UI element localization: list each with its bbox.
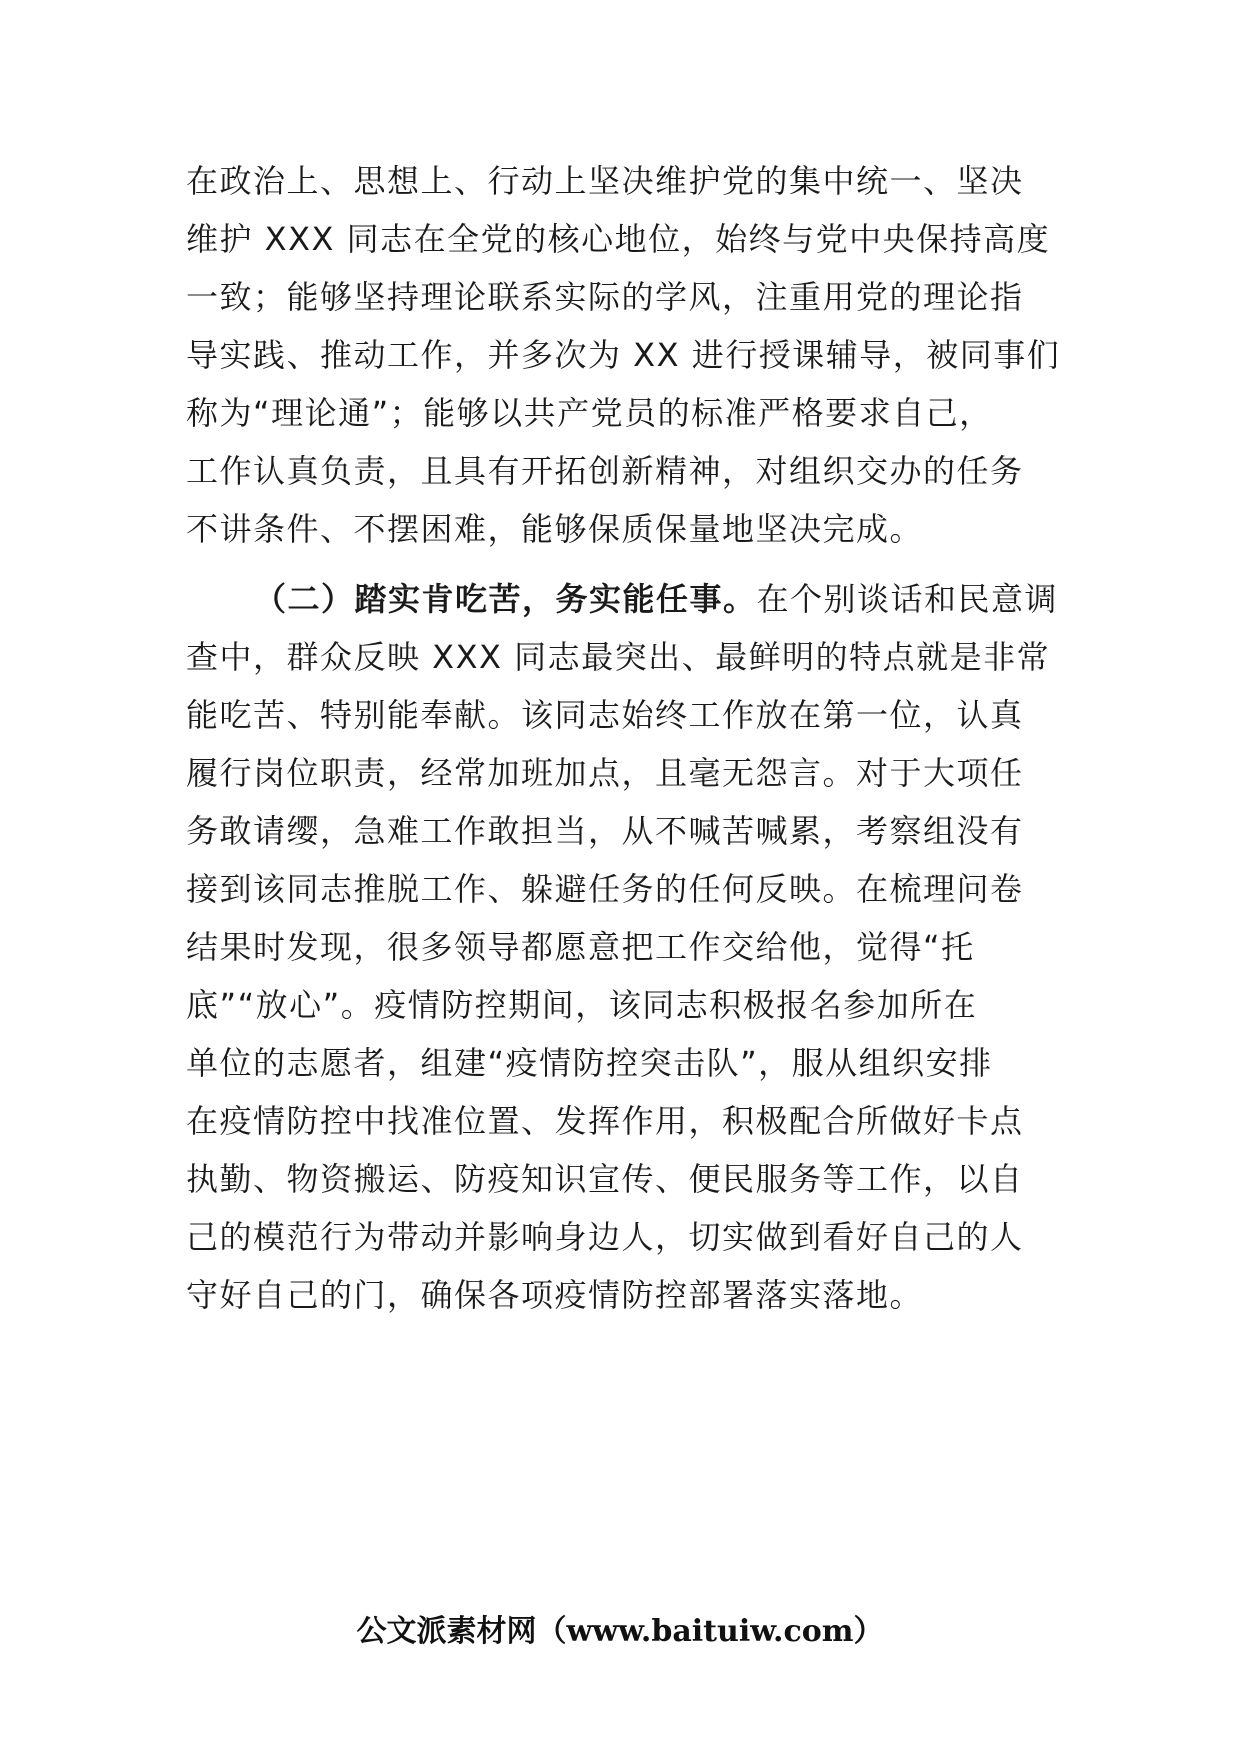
paragraph-2-line-12: 己的模范行为带动并影响身边人，切实做到看好自己的人	[186, 1218, 1024, 1256]
paragraph-1-line-6: 工作认真负责，且具有开拓创新精神，对组织交办的任务	[186, 452, 1024, 490]
paragraph-2-line-11: 执勤、物资搬运、防疫知识宣传、便民服务等工作，以自	[186, 1160, 1024, 1198]
section-heading: （二）踏实肯吃苦，务实能任事。	[254, 580, 757, 618]
paragraph-1-line-1: 在政治上、思想上、行动上坚决维护党的集中统一、坚决	[186, 162, 1024, 200]
paragraph-2-line-13: 守好自己的门，确保各项疫情防控部署落实落地。	[186, 1276, 924, 1314]
paragraph-1-line-7: 不讲条件、不摆困难，能够保质保量地坚决完成。	[186, 510, 924, 548]
paragraph-1-line-2: 维护 XXX 同志在全党的核心地位，始终与党中央保持高度	[186, 220, 1051, 258]
paragraph-2-line-3: 能吃苦、特别能奉献。该同志始终工作放在第一位，认真	[186, 696, 1024, 734]
paragraph-2-line-5: 务敢请缨，急难工作敢担当，从不喊苦喊累，考察组没有	[186, 812, 1024, 850]
paragraph-1-line-5: 称为“理论通”；能够以共产党员的标准严格要求自己，	[186, 394, 993, 432]
paragraph-1-line-3: 一致；能够坚持理论联系实际的学风，注重用党的理论指	[186, 278, 1024, 316]
paragraph-2-line-8: 底”“放心”。疫情防控期间，该同志积极报名参加所在	[186, 986, 978, 1024]
paragraph-2-line-9: 单位的志愿者，组建“疫情防控突击队”，服从组织安排	[186, 1044, 993, 1082]
paragraph-2-line-4: 履行岗位职责，经常加班加点，且毫无怨言。对于大项任	[186, 754, 1024, 792]
paragraph-2-line-6: 接到该同志推脱工作、躲避任务的任何反映。在梳理问卷	[186, 870, 1024, 908]
paragraph-2-line-1	[254, 578, 1059, 620]
paragraph-2-line-7: 结果时发现，很多领导都愿意把工作交给他，觉得“托	[186, 928, 975, 966]
paragraph-1-line-4: 导实践、推动工作，并多次为 XX 进行授课辅导，被同事们	[186, 336, 1061, 374]
paragraph-2-line-2: 查中，群众反映 XXX 同志最突出、最鲜明的特点就是非常	[186, 638, 1051, 676]
paragraph-2-line-1-text: 在个别谈话和民意调	[756, 580, 1059, 618]
paragraph-2-line-10: 在疫情防控中找准位置、发挥作用，积极配合所做好卡点	[186, 1102, 1024, 1140]
footer-source: 公文派素材网（www.baituiw.com）	[356, 1614, 884, 1649]
